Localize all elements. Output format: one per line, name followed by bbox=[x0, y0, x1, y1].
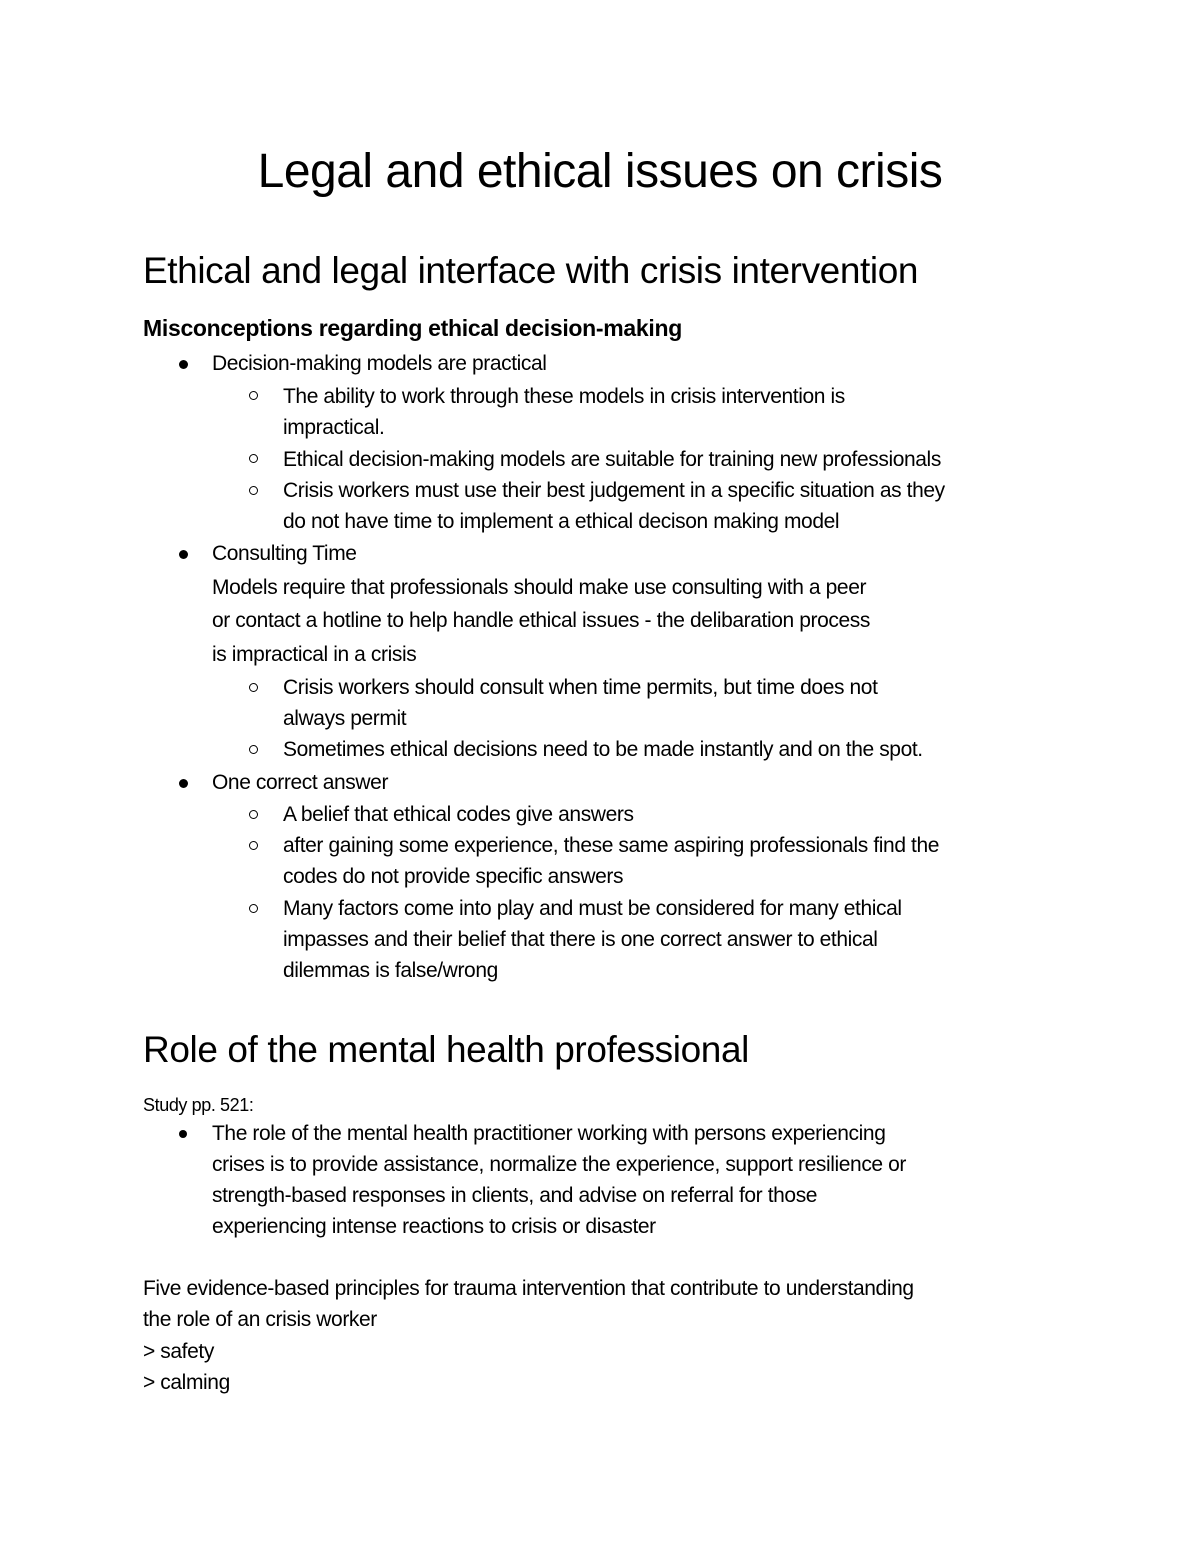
bullet-marker bbox=[179, 779, 188, 788]
sub-bullet-marker bbox=[249, 486, 258, 495]
document-title: Legal and ethical issues on crisis bbox=[257, 145, 943, 198]
principles-intro-line: Five evidence-based principles for trauma intervention that contribute to understanding bbox=[143, 1277, 914, 1300]
sub-item-line: A belief that ethical codes give answers bbox=[283, 803, 634, 826]
sub-item-line: Crisis workers must use their best judgement in a specific situation as they bbox=[283, 479, 945, 502]
bullet-marker bbox=[179, 550, 188, 559]
sub-item-line: impractical. bbox=[283, 416, 385, 439]
role-paragraph-line: crises is to provide assistance, normalize the experience, support resilience or bbox=[212, 1153, 907, 1176]
list-item-label: One correct answer bbox=[212, 771, 389, 794]
bullet-marker bbox=[179, 1130, 187, 1138]
sub-item-line: Sometimes ethical decisions need to be made instantly and on the spot. bbox=[283, 738, 923, 761]
list-item-label: Decision-making models are practical bbox=[212, 352, 547, 375]
principles-intro-line: the role of an crisis worker bbox=[143, 1308, 377, 1331]
principle-item-safety: > safety bbox=[143, 1340, 214, 1363]
sub-bullet-marker bbox=[249, 391, 258, 400]
study-reference: Study pp. 521: bbox=[143, 1095, 254, 1115]
list-item-label: Consulting Time bbox=[212, 542, 357, 565]
role-paragraph-line: The role of the mental health practitioner working with persons experiencing bbox=[212, 1122, 886, 1145]
list-item-body-line: Models require that professionals should make use consulting with a peer bbox=[212, 576, 867, 599]
bullet-marker bbox=[179, 360, 188, 369]
sub-item-line: The ability to work through these models in crisis intervention is bbox=[283, 385, 845, 408]
sub-item-line: Ethical decision-making models are suitable for training new professionals bbox=[283, 448, 941, 471]
sub-item-line: dilemmas is false/wrong bbox=[283, 959, 498, 982]
sub-bullet-marker bbox=[249, 454, 258, 463]
sub-item-line: impasses and their belief that there is one correct answer to ethical bbox=[283, 928, 878, 951]
sub-bullet-marker bbox=[249, 810, 258, 819]
role-paragraph-line: strength-based responses in clients, and advise on referral for those bbox=[212, 1184, 818, 1207]
sub-item-line: Crisis workers should consult when time permits, but time does not bbox=[283, 676, 878, 699]
sub-item-line: do not have time to implement a ethical decison making model bbox=[283, 510, 840, 533]
sub-bullet-marker bbox=[249, 745, 258, 754]
section-heading-role-mental-health: Role of the mental health professional bbox=[143, 1029, 749, 1070]
sub-bullet-marker bbox=[249, 904, 258, 913]
sub-item-line: always permit bbox=[283, 707, 407, 730]
sub-item-line: codes do not provide specific answers bbox=[283, 865, 624, 888]
principle-item-calming: > calming bbox=[143, 1371, 230, 1394]
sub-bullet-marker bbox=[249, 683, 258, 692]
sub-item-line: after gaining some experience, these same aspiring professionals find the bbox=[283, 834, 940, 857]
list-item-body-line: or contact a hotline to help handle ethical issues - the delibaration process bbox=[212, 609, 870, 632]
section-heading-ethical-legal-interface: Ethical and legal interface with crisis intervention bbox=[143, 250, 919, 291]
sub-item-line: Many factors come into play and must be considered for many ethical bbox=[283, 897, 902, 920]
subheading-misconceptions: Misconceptions regarding ethical decision-making bbox=[143, 315, 682, 341]
sub-bullet-marker bbox=[249, 841, 258, 850]
list-item-body-line: is impractical in a crisis bbox=[212, 643, 417, 666]
role-paragraph-line: experiencing intense reactions to crisis or disaster bbox=[212, 1215, 656, 1238]
